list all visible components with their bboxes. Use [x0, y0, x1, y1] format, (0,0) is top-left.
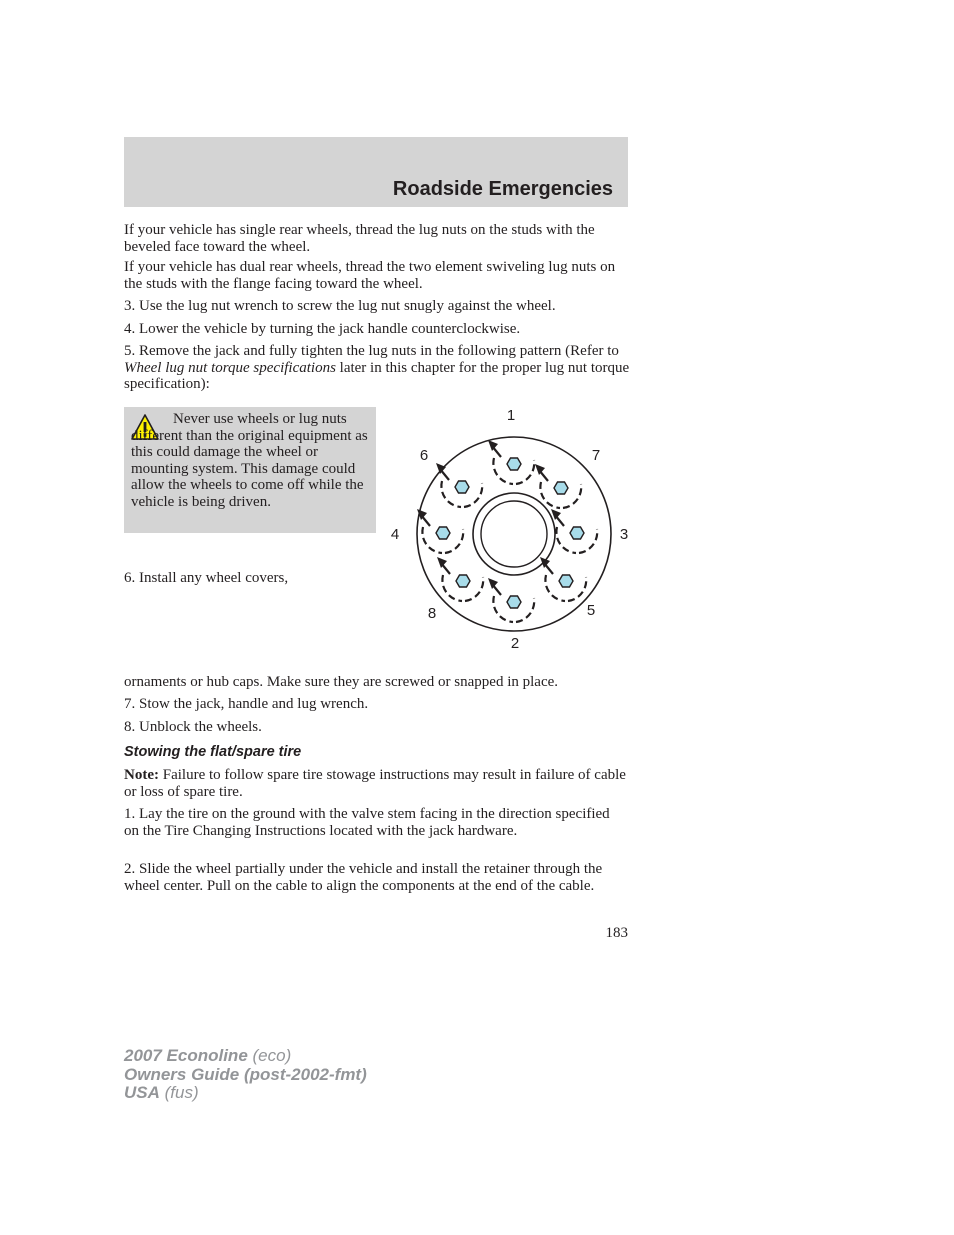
warning-box	[124, 407, 376, 533]
pattern-label-7: 7	[591, 447, 601, 464]
wheel-hub-inner	[481, 501, 547, 567]
note-label: Note:	[124, 767, 159, 783]
pattern-label-6: 6	[419, 447, 429, 464]
pattern-label-8: 8	[427, 605, 437, 622]
pattern-label-4: 4	[390, 526, 400, 543]
stowing-step-2: 2. Slide the wheel partially under the vehicle and install the retainer through the wheel center. Pull on the cable to align the components at the end of the cable.	[124, 861, 603, 894]
paragraph-single-rear-wheels: If your vehicle has single rear wheels, thread the lug nuts on the studs with the beveled face toward the wheel.	[124, 222, 595, 255]
footer-line-3	[124, 1084, 367, 1103]
pattern-label-3: 3	[619, 526, 629, 543]
step-8: 8. Unblock the wheels.	[124, 719, 262, 735]
step-5-text-b: later in this chapter for the proper lug nut torque specification):	[124, 359, 630, 392]
step-4: 4. Lower the vehicle by turning the jack handle counterclockwise.	[124, 321, 521, 337]
note-text: Failure to follow spare tire stowage instructions may result in failure of cable or loss of spare tire.	[124, 767, 626, 800]
pattern-label-1: 1	[506, 407, 516, 424]
pattern-label-2: 2	[510, 635, 520, 652]
stowing-note	[124, 767, 628, 800]
footer-line-1	[124, 1047, 367, 1066]
paragraph-dual-rear-wheels: If your vehicle has dual rear wheels, thread the two element swiveling lug nuts on the studs with the flange facing toward the wheel.	[124, 259, 616, 292]
step-6-continued: ornaments or hub caps. Make sure they are screwed or snapped in place.	[124, 674, 559, 690]
step-3: 3. Use the lug nut wrench to screw the lug nut snugly against the wheel.	[124, 298, 556, 314]
step-6-start: 6. Install any wheel covers,	[124, 570, 289, 586]
footer-market: USA	[124, 1083, 160, 1102]
stowing-step-1: 1. Lay the tire on the ground with the valve stem facing in the direction specified on the Tire Changing Instructions located with the jack hardware.	[124, 806, 610, 839]
step-7: 7. Stow the jack, handle and lug wrench.	[124, 696, 369, 712]
section-title: Roadside Emergencies	[392, 178, 613, 200]
section-header-band	[124, 137, 628, 207]
footer-guide: Owners Guide (post-2002-fmt)	[124, 1064, 367, 1084]
footer-line-2	[124, 1066, 367, 1085]
document-footer	[124, 1047, 367, 1103]
step-5-reference: Wheel lug nut torque specifications	[124, 359, 336, 376]
lug-nut-tightening-diagram	[380, 400, 640, 655]
footer-model: 2007 Econoline	[124, 1046, 248, 1065]
page-number: 183	[605, 925, 628, 941]
footer-market-code: (fus)	[159, 1083, 199, 1102]
warning-text: Never use wheels or lug nuts different than the original equipment as this could damage the wheel or mounting system. This damage could allow the wheels to come off while the vehicle is being driven.	[131, 411, 368, 510]
pattern-label-5: 5	[586, 602, 596, 619]
stowing-heading: Stowing the flat/spare tire	[124, 744, 302, 760]
footer-model-code: (eco)	[247, 1046, 292, 1065]
step-5	[124, 343, 630, 393]
step-5-text-a: 5. Remove the jack and fully tighten the lug nuts in the following pattern (Refer to	[124, 343, 619, 359]
